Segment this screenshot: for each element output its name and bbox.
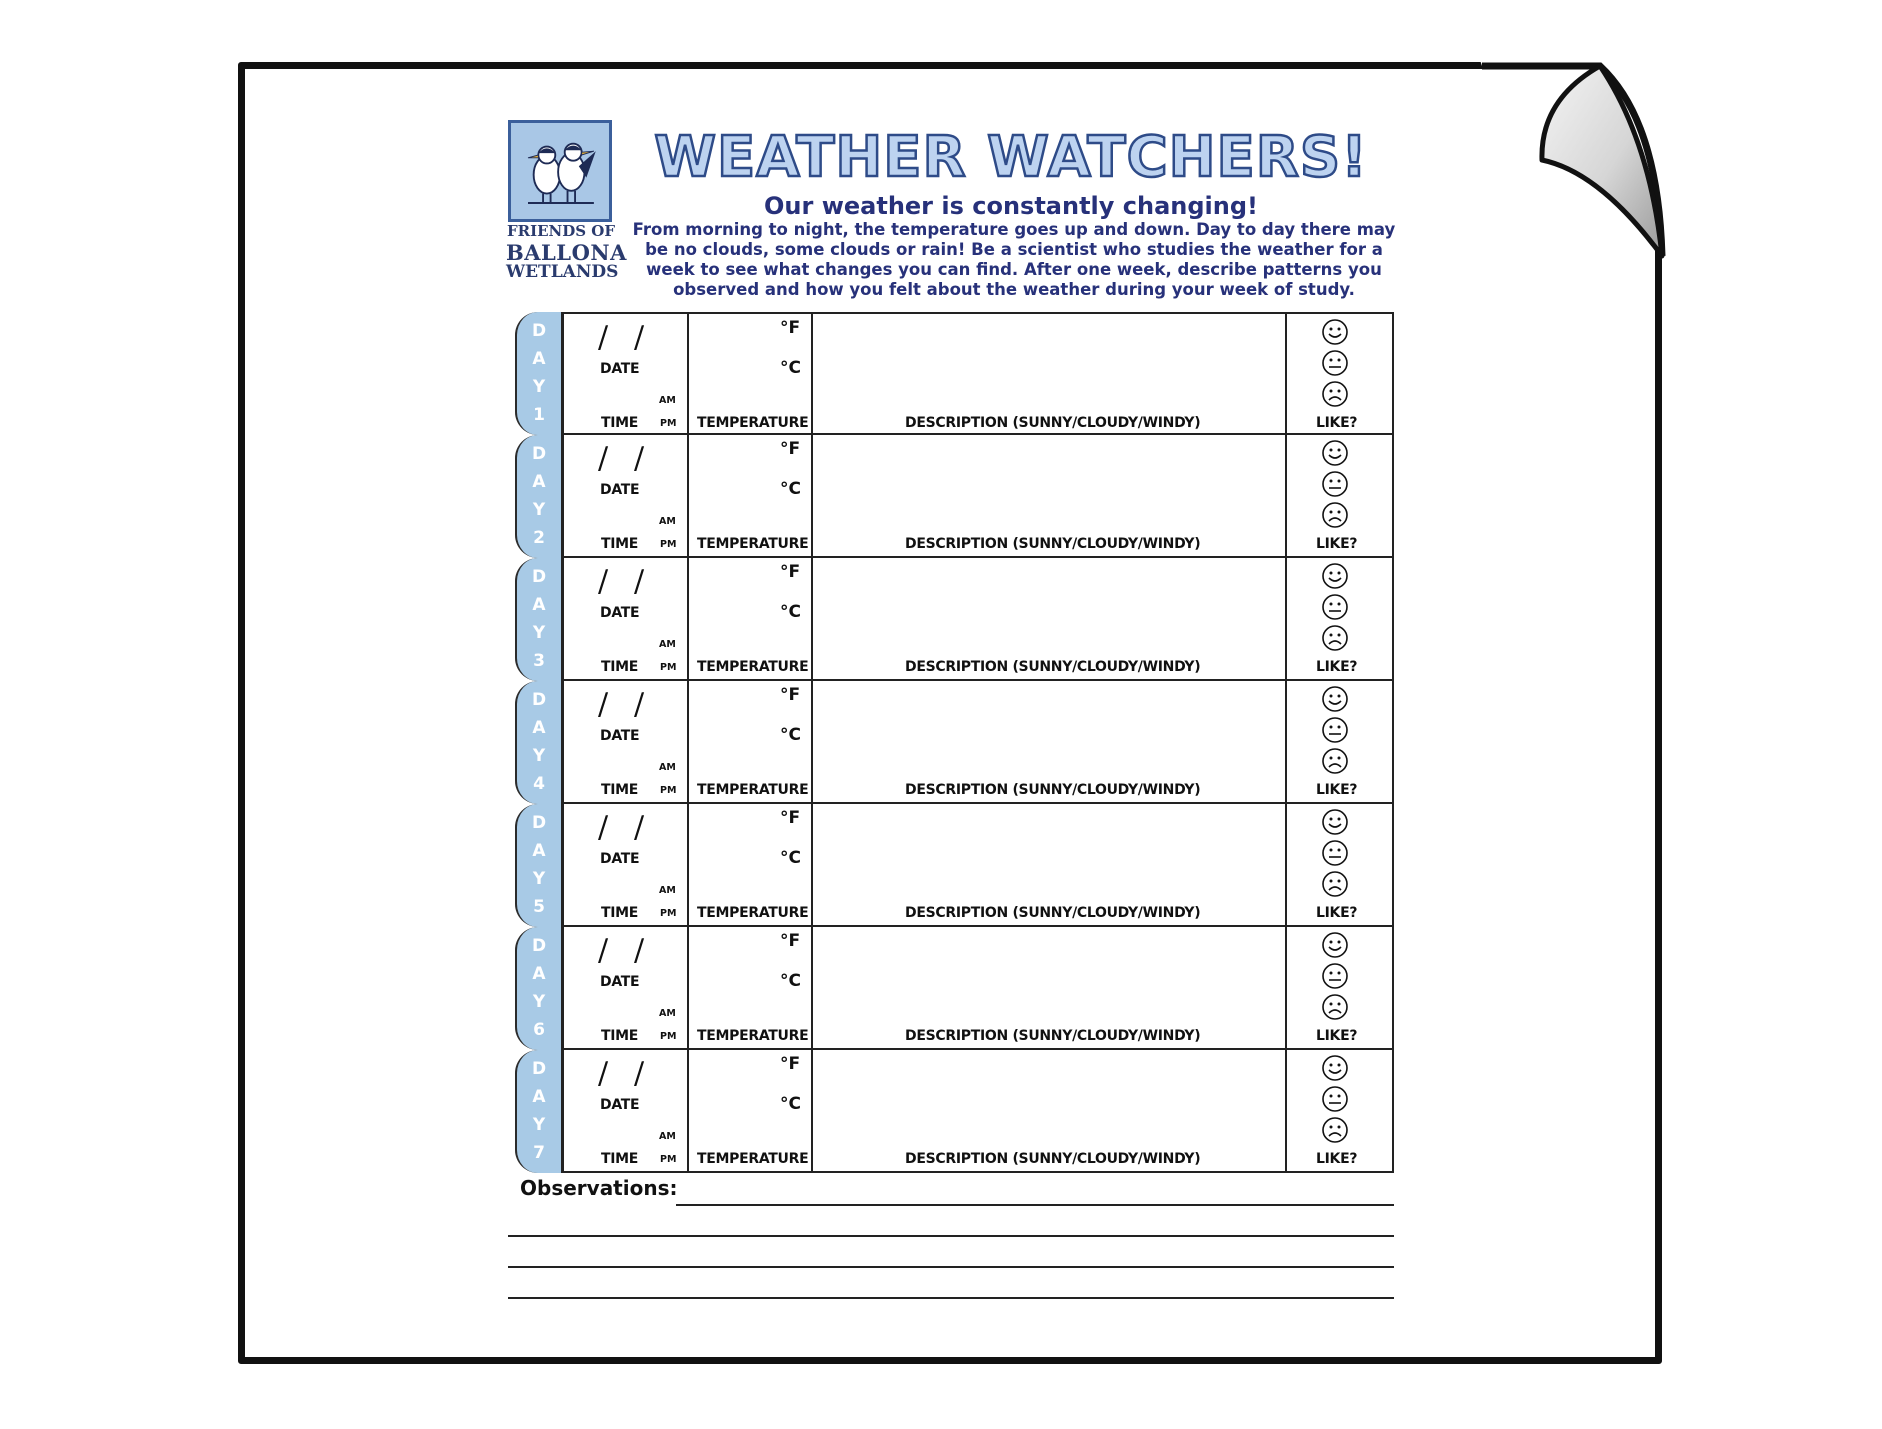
day-tab-letter: A [532,964,546,985]
like-label: LIKE? [1316,1151,1358,1167]
day-tab-letter: Y [532,376,546,397]
temperature-label: TEMPERATURE [697,659,809,675]
fahrenheit-label: °F [780,685,801,705]
day-tab-letter: A [532,718,546,739]
fahrenheit-label: °F [780,931,801,951]
org-name [506,222,627,282]
am-label[interactable]: AM [659,1131,676,1142]
day-row [508,558,1394,681]
day-tab-letter: Y [532,868,546,889]
day-row [508,681,1394,804]
sad-face-icon[interactable] [1321,624,1349,652]
am-label[interactable]: AM [659,516,676,527]
org-line-1: FRIENDS OF [506,222,616,240]
temperature-cell[interactable] [687,314,813,433]
day-cells [561,927,1394,1050]
date-label: DATE [600,728,640,744]
am-label[interactable]: AM [659,762,676,773]
like-cell [1285,435,1391,556]
day-tab-letter: D [531,936,547,957]
observations-label: Observations: [520,1176,678,1200]
description-cell[interactable] [811,804,1287,925]
like-cell [1285,1050,1391,1171]
ballona-logo [508,120,612,222]
description-cell[interactable] [811,1050,1287,1171]
day-tab-letter: A [532,1087,546,1108]
pm-label[interactable]: PM [660,908,677,919]
like-label: LIKE? [1316,782,1358,798]
page-subtitle: Our weather is constantly changing! [764,192,1258,220]
day-cells [561,312,1394,435]
neutral-face-icon[interactable] [1321,349,1349,377]
day-tab [515,681,561,804]
date-slash: / [634,441,645,476]
time-label: TIME [601,1028,639,1044]
description-label: DESCRIPTION (SUNNY/CLOUDY/WINDY) [905,782,1201,798]
day-tab-letter: 1 [533,404,545,425]
like-cell [1285,314,1391,433]
celsius-label: °C [780,848,801,868]
date-slash: / [634,320,645,355]
celsius-label: °C [780,1094,801,1114]
date-time-cell[interactable] [564,1050,689,1171]
neutral-face-icon[interactable] [1321,1085,1349,1113]
temperature-cell[interactable] [687,435,813,556]
sad-face-icon[interactable] [1321,747,1349,775]
date-slash: / [598,441,609,476]
description-label: DESCRIPTION (SUNNY/CLOUDY/WINDY) [905,536,1201,552]
date-time-cell[interactable] [564,314,689,433]
time-label: TIME [601,659,639,675]
sad-face-icon[interactable] [1321,1116,1349,1144]
description-cell[interactable] [811,681,1287,802]
description-cell[interactable] [811,558,1287,679]
temperature-label: TEMPERATURE [697,415,809,431]
celsius-label: °C [780,971,801,991]
day-tab [515,558,561,681]
date-time-cell[interactable] [564,435,689,556]
day-tab-letter: D [531,444,547,465]
observations-line[interactable] [508,1297,1394,1299]
org-line-2: BALLONA [506,240,627,265]
description-cell[interactable] [811,314,1287,433]
description-label: DESCRIPTION (SUNNY/CLOUDY/WINDY) [905,905,1201,921]
neutral-face-icon[interactable] [1321,593,1349,621]
date-label: DATE [600,361,640,377]
date-slash: / [598,1056,609,1091]
date-time-cell[interactable] [564,681,689,802]
day-row [508,804,1394,927]
neutral-face-icon[interactable] [1321,839,1349,867]
date-label: DATE [600,482,640,498]
date-slash: / [598,564,609,599]
day-tab-letter: 7 [533,1142,545,1163]
pm-label[interactable]: PM [660,1154,677,1165]
date-slash: / [598,933,609,968]
temperature-label: TEMPERATURE [697,905,809,921]
like-cell [1285,804,1391,925]
time-label: TIME [601,415,639,431]
fahrenheit-label: °F [780,562,801,582]
day-tab-letter: D [531,567,547,588]
day-tab-letter: 4 [533,773,545,794]
description-label: DESCRIPTION (SUNNY/CLOUDY/WINDY) [905,1151,1201,1167]
am-label[interactable]: AM [659,885,676,896]
temperature-label: TEMPERATURE [697,1028,809,1044]
fahrenheit-label: °F [780,318,801,338]
weather-log-table [508,312,1394,1173]
day-tab [515,1050,561,1173]
sad-face-icon[interactable] [1321,993,1349,1021]
day-cells [561,681,1394,804]
date-label: DATE [600,851,640,867]
date-label: DATE [600,974,640,990]
like-label: LIKE? [1316,1028,1358,1044]
day-tab [515,312,561,435]
sad-face-icon[interactable] [1321,501,1349,529]
day-tab-letter: 5 [533,896,545,917]
date-slash: / [634,1056,645,1091]
neutral-face-icon[interactable] [1321,716,1349,744]
date-slash: / [598,320,609,355]
date-label: DATE [600,605,640,621]
temperature-cell[interactable] [687,927,813,1048]
celsius-label: °C [780,479,801,499]
temperature-cell[interactable] [687,804,813,925]
happy-face-icon[interactable] [1321,318,1349,346]
time-label: TIME [601,536,639,552]
day-tab-letter: Y [532,1114,546,1135]
sad-face-icon[interactable] [1321,870,1349,898]
happy-face-icon[interactable] [1321,931,1349,959]
day-tab-letter: Y [532,991,546,1012]
temperature-cell[interactable] [687,1050,813,1171]
org-line-3: WETLANDS [506,262,619,282]
day-tab-letter: Y [532,745,546,766]
day-tab [515,927,561,1050]
intro-text: From morning to night, the temperature goes up and down. Day to day there may be no clouds, some clouds or rain! Be a scientist who studies the weather for a week to see what changes you can find. After one week, describe patterns you observed and how you felt about the weather during your week of study. [632,220,1396,299]
description-cell[interactable] [811,927,1287,1048]
temperature-cell[interactable] [687,558,813,679]
celsius-label: °C [780,358,801,378]
day-cells [561,435,1394,558]
day-row [508,312,1394,435]
fahrenheit-label: °F [780,808,801,828]
day-cells [561,558,1394,681]
description-label: DESCRIPTION (SUNNY/CLOUDY/WINDY) [905,1028,1201,1044]
day-tab [515,435,561,558]
day-tab-letter: A [532,595,546,616]
am-label[interactable]: AM [659,639,676,650]
day-tab-letter: A [532,349,546,370]
time-label: TIME [601,1151,639,1167]
page-curl-icon [1480,60,1670,260]
pm-label[interactable]: PM [660,539,677,550]
date-label: DATE [600,1097,640,1113]
time-label: TIME [601,782,639,798]
day-tab-letter: D [531,813,547,834]
temperature-cell[interactable] [687,681,813,802]
day-tab-letter: 3 [533,650,545,671]
day-tab-letter: Y [532,499,546,520]
happy-face-icon[interactable] [1321,562,1349,590]
temperature-label: TEMPERATURE [697,1151,809,1167]
day-cells [561,804,1394,927]
day-row [508,927,1394,1050]
description-label: DESCRIPTION (SUNNY/CLOUDY/WINDY) [905,659,1201,675]
am-label[interactable]: AM [659,1008,676,1019]
description-label: DESCRIPTION (SUNNY/CLOUDY/WINDY) [905,415,1201,431]
am-label[interactable]: AM [659,395,676,406]
date-slash: / [634,687,645,722]
sad-face-icon[interactable] [1321,380,1349,408]
neutral-face-icon[interactable] [1321,470,1349,498]
day-tab-letter: D [531,321,547,342]
happy-face-icon[interactable] [1321,439,1349,467]
day-tab [515,804,561,927]
day-row [508,435,1394,558]
happy-face-icon[interactable] [1321,1054,1349,1082]
day-tab-letter: 2 [533,527,545,548]
pm-label[interactable]: PM [660,662,677,673]
day-cells [561,1050,1394,1173]
date-slash: / [634,564,645,599]
date-time-cell[interactable] [564,558,689,679]
day-tab-letter: D [531,690,547,711]
like-cell [1285,681,1391,802]
day-tab-letter: Y [532,622,546,643]
birds-icon [511,123,609,219]
pm-label[interactable]: PM [660,418,677,429]
celsius-label: °C [780,602,801,622]
observations-line[interactable] [508,1235,1394,1237]
pm-label[interactable]: PM [660,1031,677,1042]
like-label: LIKE? [1316,659,1358,675]
observations-line[interactable] [508,1266,1394,1268]
date-slash: / [598,687,609,722]
happy-face-icon[interactable] [1321,685,1349,713]
celsius-label: °C [780,725,801,745]
page-title: WEATHER WATCHERS! [654,125,1368,190]
day-tab-letter: A [532,841,546,862]
fahrenheit-label: °F [780,439,801,459]
day-tab-letter: D [531,1059,547,1080]
date-slash: / [634,933,645,968]
date-slash: / [634,810,645,845]
date-time-cell[interactable] [564,927,689,1048]
description-cell[interactable] [811,435,1287,556]
fahrenheit-label: °F [780,1054,801,1074]
happy-face-icon[interactable] [1321,808,1349,836]
like-label: LIKE? [1316,415,1358,431]
neutral-face-icon[interactable] [1321,962,1349,990]
like-label: LIKE? [1316,536,1358,552]
day-tab-letter: 6 [533,1019,545,1040]
date-slash: / [598,810,609,845]
observations-section [508,1176,1394,1296]
time-label: TIME [601,905,639,921]
day-tab-letter: A [532,472,546,493]
pm-label[interactable]: PM [660,785,677,796]
like-cell [1285,927,1391,1048]
date-time-cell[interactable] [564,804,689,925]
like-label: LIKE? [1316,905,1358,921]
day-row [508,1050,1394,1173]
temperature-label: TEMPERATURE [697,536,809,552]
observations-line[interactable] [676,1204,1394,1206]
like-cell [1285,558,1391,679]
temperature-label: TEMPERATURE [697,782,809,798]
